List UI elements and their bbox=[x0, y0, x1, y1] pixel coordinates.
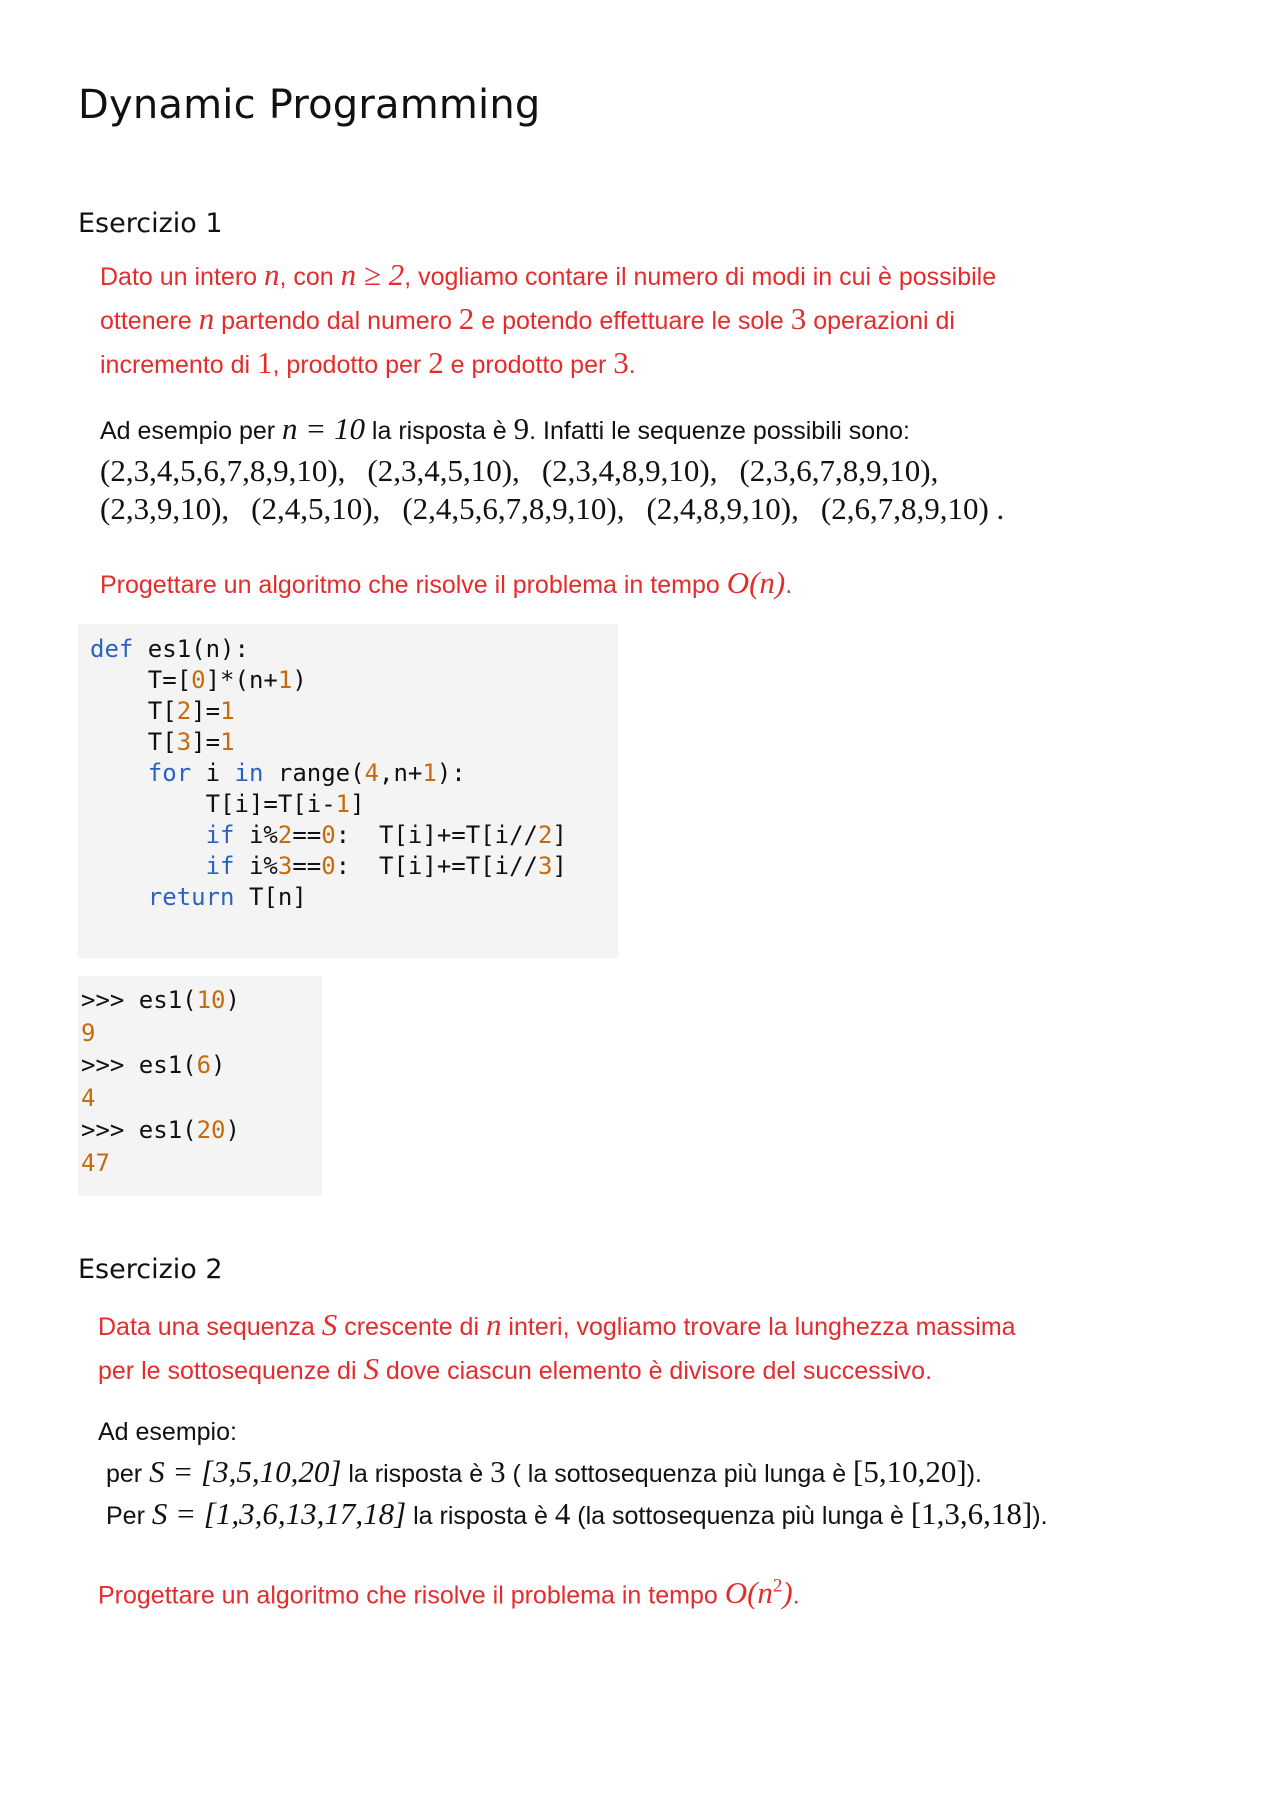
exercise-2-task: Progettare un algoritmo che risolve il problema in tempo $O(n^2)$. bbox=[98, 1575, 800, 1611]
example-line-2: Per S = [1,3,6,13,17,18] la risposta è 4 (la sottosequenza più lunga è [1,3,6,18]). bbox=[106, 1496, 1048, 1531]
complexity-label: O(n) bbox=[726, 565, 786, 600]
sequence-item: (2,4,8,9,10), bbox=[646, 491, 799, 526]
sequence-item: (2,3,4,5,6,7,8,9,10), bbox=[100, 453, 346, 488]
repl-result: 9 bbox=[81, 1018, 96, 1047]
repl-result: 4 bbox=[81, 1083, 96, 1112]
sequence-item: (2,4,5,10), bbox=[251, 491, 381, 526]
code-line: T[i]=T[i-1] bbox=[90, 790, 365, 818]
example-intro: Ad esempio per n = 10 la risposta è 9. Infatti le sequenze possibili sono: bbox=[100, 411, 910, 446]
example-sequences-line-1 bbox=[100, 452, 1200, 490]
repl-result: 47 bbox=[81, 1148, 110, 1177]
sequence-item: (2,3,4,5,10), bbox=[367, 453, 520, 488]
code-line: for i in range(4,n+1): bbox=[147, 759, 466, 787]
code-line: return T[n] bbox=[147, 883, 307, 911]
statement-line-1: Dato un intero n, con n ≥ 2, vogliamo contare il numero di modi in cui è possibile bbox=[100, 257, 997, 292]
exercise-1-statement bbox=[100, 254, 1188, 386]
repl-output bbox=[78, 976, 322, 1196]
complexity-label: $O(n^2)$ bbox=[724, 1575, 793, 1611]
exercise-2-heading: Esercizio 2 bbox=[78, 1254, 223, 1285]
repl-call: >>> es1(10) bbox=[81, 986, 240, 1014]
sequence-item: (2,3,6,7,8,9,10), bbox=[739, 453, 939, 488]
statement-line-2: per le sottosequenze di S dove ciascun elemento è divisore del successivo. bbox=[98, 1351, 933, 1386]
code-line: if i%2==0: T[i]+=T[i//2] bbox=[205, 821, 567, 849]
code-snippet bbox=[78, 624, 618, 958]
code-line: T[3]=1 bbox=[90, 728, 235, 756]
example-sequences-line-2 bbox=[100, 490, 1200, 528]
example-line-1: per S = [3,5,10,20] la risposta è 3 ( la sottosequenza più lunga è [5,10,20]). bbox=[106, 1454, 982, 1489]
repl-call: >>> es1(20) bbox=[81, 1116, 240, 1144]
example-intro: Ad esempio: bbox=[98, 1418, 237, 1446]
statement-line-3: incremento di 1, prodotto per 2 e prodotto per 3. bbox=[100, 345, 636, 380]
exercise-1-heading: Esercizio 1 bbox=[78, 208, 223, 239]
exercise-1-task: Progettare un algoritmo che risolve il problema in tempo O(n). bbox=[100, 565, 793, 600]
exercise-2-statement bbox=[98, 1304, 1198, 1392]
code-line: def es1(n): bbox=[90, 635, 249, 663]
statement-line-1: Data una sequenza S crescente di n interi, vogliamo trovare la lunghezza massima bbox=[98, 1307, 1016, 1342]
code-line: T[2]=1 bbox=[90, 697, 235, 725]
sequence-item: (2,3,9,10), bbox=[100, 491, 230, 526]
repl-call: >>> es1(6) bbox=[81, 1051, 226, 1079]
statement-line-2: ottenere n partendo dal numero 2 e potendo effettuare le sole 3 operazioni di bbox=[100, 301, 955, 336]
sequence-item: (2,4,5,6,7,8,9,10), bbox=[402, 491, 625, 526]
sequence-item: (2,6,7,8,9,10) . bbox=[820, 491, 1005, 526]
exercise-2-example bbox=[98, 1412, 1218, 1536]
code-line: if i%3==0: T[i]+=T[i//3] bbox=[205, 852, 567, 880]
code-line: T=[0]*(n+1) bbox=[90, 666, 307, 694]
exercise-1-example bbox=[100, 408, 1200, 528]
page-title: Dynamic Programming bbox=[78, 82, 541, 128]
sequence-item: (2,3,4,8,9,10), bbox=[541, 453, 718, 488]
